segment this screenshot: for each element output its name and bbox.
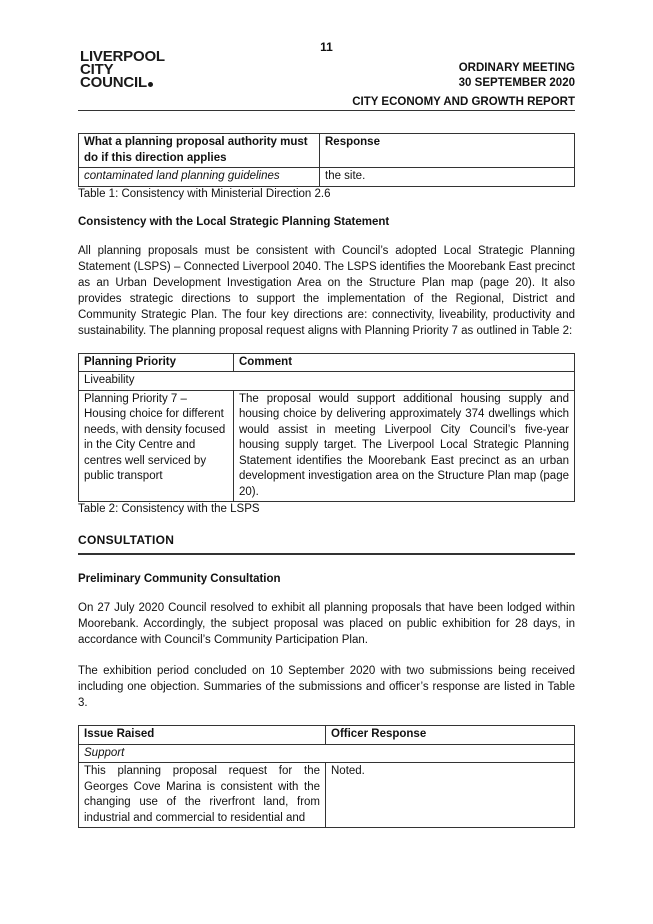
table-header: Issue Raised <box>79 726 326 745</box>
table-cell: Planning Priority 7 – Housing choice for different needs, with density focused in the City Centre and centres well serviced by public transport <box>79 390 234 502</box>
table-group-row <box>79 744 575 763</box>
table-cell: Noted. <box>326 763 575 828</box>
table-cell: the site. <box>320 168 575 187</box>
paragraph: The exhibition period concluded on 10 September 2020 with two submissions being received including one objection. Summaries of the submissions and officer’s response are listed in Table 3. <box>78 665 575 709</box>
meeting-date: 30 SEPTEMBER 2020 <box>458 77 575 89</box>
consultation-heading: CONSULTATION <box>78 533 575 555</box>
table-row <box>79 390 575 502</box>
logo-dot-icon <box>148 82 153 87</box>
section-heading: Consistency with the Local Strategic Planning Statement <box>78 215 390 228</box>
table-cell: contaminated land planning guidelines <box>79 168 320 187</box>
table-header: Planning Priority <box>79 353 234 372</box>
table-header: Officer Response <box>326 726 575 745</box>
direction-table <box>78 133 575 187</box>
meeting-title: ORDINARY MEETING <box>458 62 575 74</box>
table-cell: The proposal would support additional housing supply and housing choice by delivering approximately 374 dwellings which would assist in meeting Liverpool City Council’s five-year housing supply target. The Liverpool Local Strategic Planning Statement identifies the Moorebank East precinct as an urban development investigation area on the Structure Plan map (page 20). <box>234 390 575 502</box>
council-logo: LIVERPOOL CITY COUNCIL <box>80 48 165 91</box>
table-group-row <box>79 372 575 391</box>
header-divider <box>78 110 575 111</box>
table-cell: Liveability <box>79 372 575 391</box>
report-header <box>352 61 575 110</box>
table-cell: This planning proposal request for the Georges Cove Marina is consistent with the changing use of the riverfront land, from industrial and commercial to residential and <box>79 763 326 828</box>
table-header: Response <box>320 134 575 168</box>
table-header: What a planning proposal authority must do if this direction applies <box>79 134 320 168</box>
document-body <box>78 133 575 828</box>
table-row <box>79 763 575 828</box>
paragraph: All planning proposals must be consistent with Council’s adopted Local Strategic Planning Statement (LSPS) – Connected Liverpool 2040. The LSPS identifies the Moorebank East precinct as an Urban Development Investigation Area on the Structure Plan map (page 20). It also provides strategic directions to support the implementation of the Regional, District and Community Strategic Plan. The four key directions are: connectivity, liveability, productivity and sustainability. The planning proposal request aligns with Planning Priority 7 as outlined in Table 2: <box>78 244 575 337</box>
table-header: Comment <box>234 353 575 372</box>
page-number: 11 <box>320 40 333 54</box>
table-caption: Table 1: Consistency with Ministerial Direction 2.6 <box>78 187 331 200</box>
table-caption: Table 2: Consistency with the LSPS <box>78 503 260 515</box>
report-title: CITY ECONOMY AND GROWTH REPORT <box>352 96 575 108</box>
submissions-table <box>78 725 575 828</box>
paragraph: On 27 July 2020 Council resolved to exhibit all planning proposals that have been lodged within Moorebank. Accordingly, the subject proposal was placed on public exhibition for 28 days, in accordance with Council’s Community Participation Plan. <box>78 602 575 646</box>
lsps-table <box>78 353 575 503</box>
section-heading: Preliminary Community Consultation <box>78 573 281 585</box>
table-cell: Support <box>79 744 575 763</box>
table-row <box>79 168 575 187</box>
